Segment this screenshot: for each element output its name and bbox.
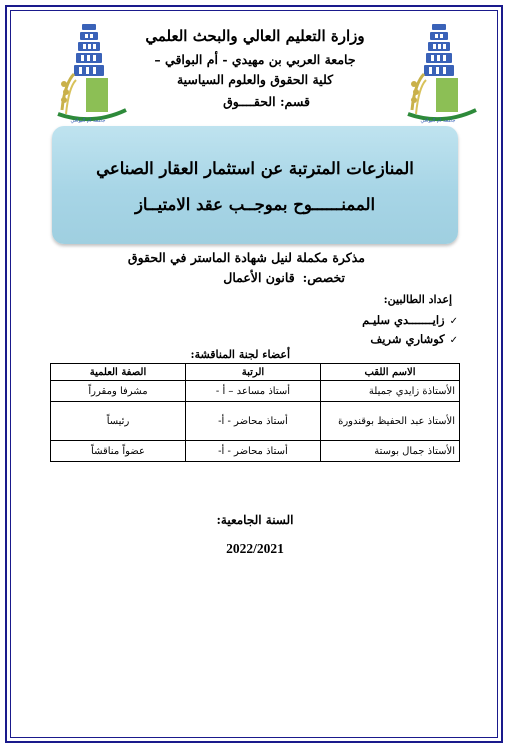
university-name: جامعة العربي بن مهيدي - أم البواقي – xyxy=(154,52,356,67)
student-item xyxy=(362,313,458,327)
student-name: كوشاري شريف xyxy=(370,332,445,346)
member-role: مشرفا ومقرراً xyxy=(51,381,186,402)
member-name: الأستاذة زايدي جميلة xyxy=(320,381,459,402)
logo-right-caption: جامعة أم البواقي xyxy=(420,118,456,124)
thesis-title-line-2: الممنــــــوح بموجــب عقد الامتيــاز xyxy=(134,195,376,214)
table-row xyxy=(51,402,460,441)
specialty-label: تخصص: xyxy=(302,270,345,285)
academic-year-label: السنة الجامعية: xyxy=(216,513,294,527)
committee-table xyxy=(50,363,460,462)
student-item xyxy=(370,332,458,346)
title-banner xyxy=(52,126,458,244)
header-name: الاسم اللقب xyxy=(320,364,459,381)
header-rank: الرتبة xyxy=(185,364,320,381)
member-role: عضواً مناقشاً xyxy=(51,441,186,462)
students-label: إعداد الطالبين: xyxy=(383,293,452,306)
member-rank: أستاذ محاضر - أ- xyxy=(185,402,320,441)
thesis-description: مذكرة مكملة لنيل شهادة الماستر في الحقوق xyxy=(127,250,365,265)
ministry-name: وزارة التعليم العالي والبحث العلمي xyxy=(145,27,365,45)
student-name: زايـــــــدي سليـم xyxy=(362,313,445,327)
table-row xyxy=(51,441,460,462)
table-header-row xyxy=(51,364,460,381)
member-role: رئيساً xyxy=(51,402,186,441)
member-name: الأستاذ جمال بوستة xyxy=(320,441,459,462)
department-name: قسم: الحقــــوق xyxy=(223,94,310,109)
member-name: الأستاذ عبد الحفيظ بوقندورة xyxy=(320,402,459,441)
header-role: الصفة العلمية xyxy=(51,364,186,381)
check-icon: ✓ xyxy=(449,335,458,346)
check-icon: ✓ xyxy=(449,316,458,327)
table-row xyxy=(51,381,460,402)
academic-year-value: 2022/2021 xyxy=(226,541,284,556)
specialty xyxy=(223,270,345,285)
member-rank: أستاذ مساعد – أ - xyxy=(185,381,320,402)
committee-label: أعضاء لجنة المناقشة: xyxy=(190,348,290,361)
thesis-title-line-1: المنازعات المترتبة عن استثمار العقار الصناعي xyxy=(96,159,414,178)
member-rank: أستاذ محاضر - أ- xyxy=(185,441,320,462)
faculty-name: كلية الحقوق والعلوم السياسية xyxy=(176,72,334,87)
specialty-value: قانون الأعمال xyxy=(223,270,295,285)
logo-left-caption: جامعة أم البواقي xyxy=(70,118,106,124)
